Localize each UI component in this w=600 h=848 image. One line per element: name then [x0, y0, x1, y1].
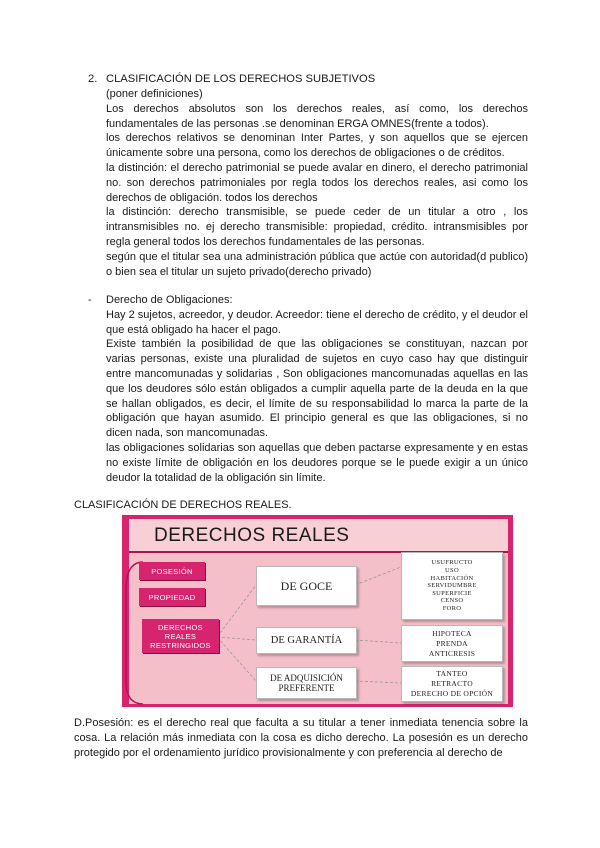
derechos-reales-diagram — [122, 515, 513, 707]
list-item: HIPOTECA — [432, 628, 472, 638]
bullet-dash: - — [88, 294, 92, 306]
reales-heading: CLASIFICACIÓN DE DERECHOS REALES. — [74, 499, 292, 511]
list-item: FORO — [442, 604, 462, 612]
section-body — [106, 87, 528, 279]
box-adquisicion: DE ADQUISICIÓN PREFERENTE — [256, 667, 357, 699]
connector-line — [217, 637, 256, 640]
connector-line — [217, 637, 256, 681]
list-item: DERECHO DE OPCIÓN — [410, 689, 494, 698]
connector-line — [355, 640, 401, 643]
paragraph: Existe también la posibilidad de que las obligaciones se constituyan, nazcan por varias personas, existe una pluralidad de sujetos en cuyo caso hay que distinguir entre mancomunadas y solidarias , Son obligaciones mancomunadas aquellas en las que los deudores sólo están obligados a cumplir aquella parte de la deuda en la que se hallan obligados, es decir, el límite de su responsabilidad lo marca la parte de la obligación que hayan asumido. El principio general es que las obligaciones, si no dicen nada, son mancomunadas. — [106, 338, 528, 440]
section-note: (poner definiciones) — [106, 88, 203, 100]
paragraph: las obligaciones solidarias son aquellas que deben pactarse expresamente y en estas no existe límite de obligación en los deudores porque se le puede exigir a un único deudor la totalidad de la obligación sin límite. — [106, 441, 528, 484]
obligaciones-title: Derecho de Obligaciones: — [106, 294, 233, 306]
left-bracket — [126, 562, 143, 704]
section-title: CLASIFICACIÓN DE LOS DERECHOS SUBJETIVOS — [106, 73, 376, 85]
list-item: ANTICRESIS — [428, 648, 476, 658]
list-goce — [401, 552, 503, 620]
posesion-section — [74, 716, 528, 761]
box-restringidos: DERECHOS REALES RESTRINGIDOS — [142, 619, 219, 653]
list-item: SERVIDUMBRE — [427, 582, 477, 590]
list-item: RETRACTO — [431, 679, 473, 688]
list-item: USO — [445, 567, 459, 575]
paragraph: Hay 2 sujetos, acreedor, y deudor. Acreedor: tiene el derecho de crédito, y el deudor el que está obligado ha hacer el pago. — [106, 308, 528, 336]
list-item: TANTEO — [436, 669, 468, 678]
list-garantia — [401, 625, 503, 662]
connector-line — [355, 681, 401, 683]
section-number: 2. — [88, 73, 98, 85]
connector-line — [355, 567, 401, 585]
list-item: HABITACIÓN — [430, 574, 474, 582]
section-heading — [88, 72, 375, 87]
paragraph: la distinción: el derecho patrimonial se puede avalar en dinero, el derecho patrimonial no. son derechos patrimoniales por regla todos los derechos reales, asi como los derechos de obligación. todos los derechos — [106, 161, 528, 204]
box-propiedad: PROPIEDAD — [139, 588, 205, 606]
paragraph: los derechos relativos se denominan Inter Partes, y son aquellos que se ejercen únicamente sobre una persona, como los derechos de obligaciones o de créditos. — [106, 132, 528, 160]
box-posesion: POSESIÓN — [139, 562, 205, 580]
diagram-title: DERECHOS REALES — [154, 525, 350, 546]
posesion-paragraph: D.Posesión: es el derecho real que faculta a su titular a tener inmediata tenencia sobre la cosa. La relación más inmediata con la cosa es dicho derecho. La posesión es un derecho protegido por el ordenamiento jurídico provisionalmente y con preferencia al derecho de — [74, 717, 528, 759]
list-item: SUPERFICIE — [432, 589, 472, 597]
obligaciones-body — [106, 293, 528, 485]
box-garantia: DE GARANTÍA — [256, 627, 357, 654]
list-item: CENSO — [440, 597, 464, 605]
paragraph: la distinción: derecho transmisible, se puede ceder de un titular a otro , los intransmisibles no. ej derecho transmisible: propiedad, crédito. intransmisibles por regla general todos los derechos fundamentales de las personas. — [106, 206, 528, 248]
list-item: PRENDA — [436, 638, 468, 648]
list-adquisicion — [401, 666, 503, 702]
box-goce: DE GOCE — [256, 566, 357, 606]
connector-line — [217, 585, 256, 637]
list-item: USUFRUCTO — [431, 559, 473, 567]
paragraph: según que el titular sea una administración pública que actúe con autoridad(d publico) o bien sea el titular un sujeto privado(derecho privado) — [106, 250, 528, 278]
paragraph: Los derechos absolutos son los derechos reales, así como, los derechos fundamentales de las personas .se denominan ERGA OMNES(frente a todos). — [106, 102, 528, 130]
